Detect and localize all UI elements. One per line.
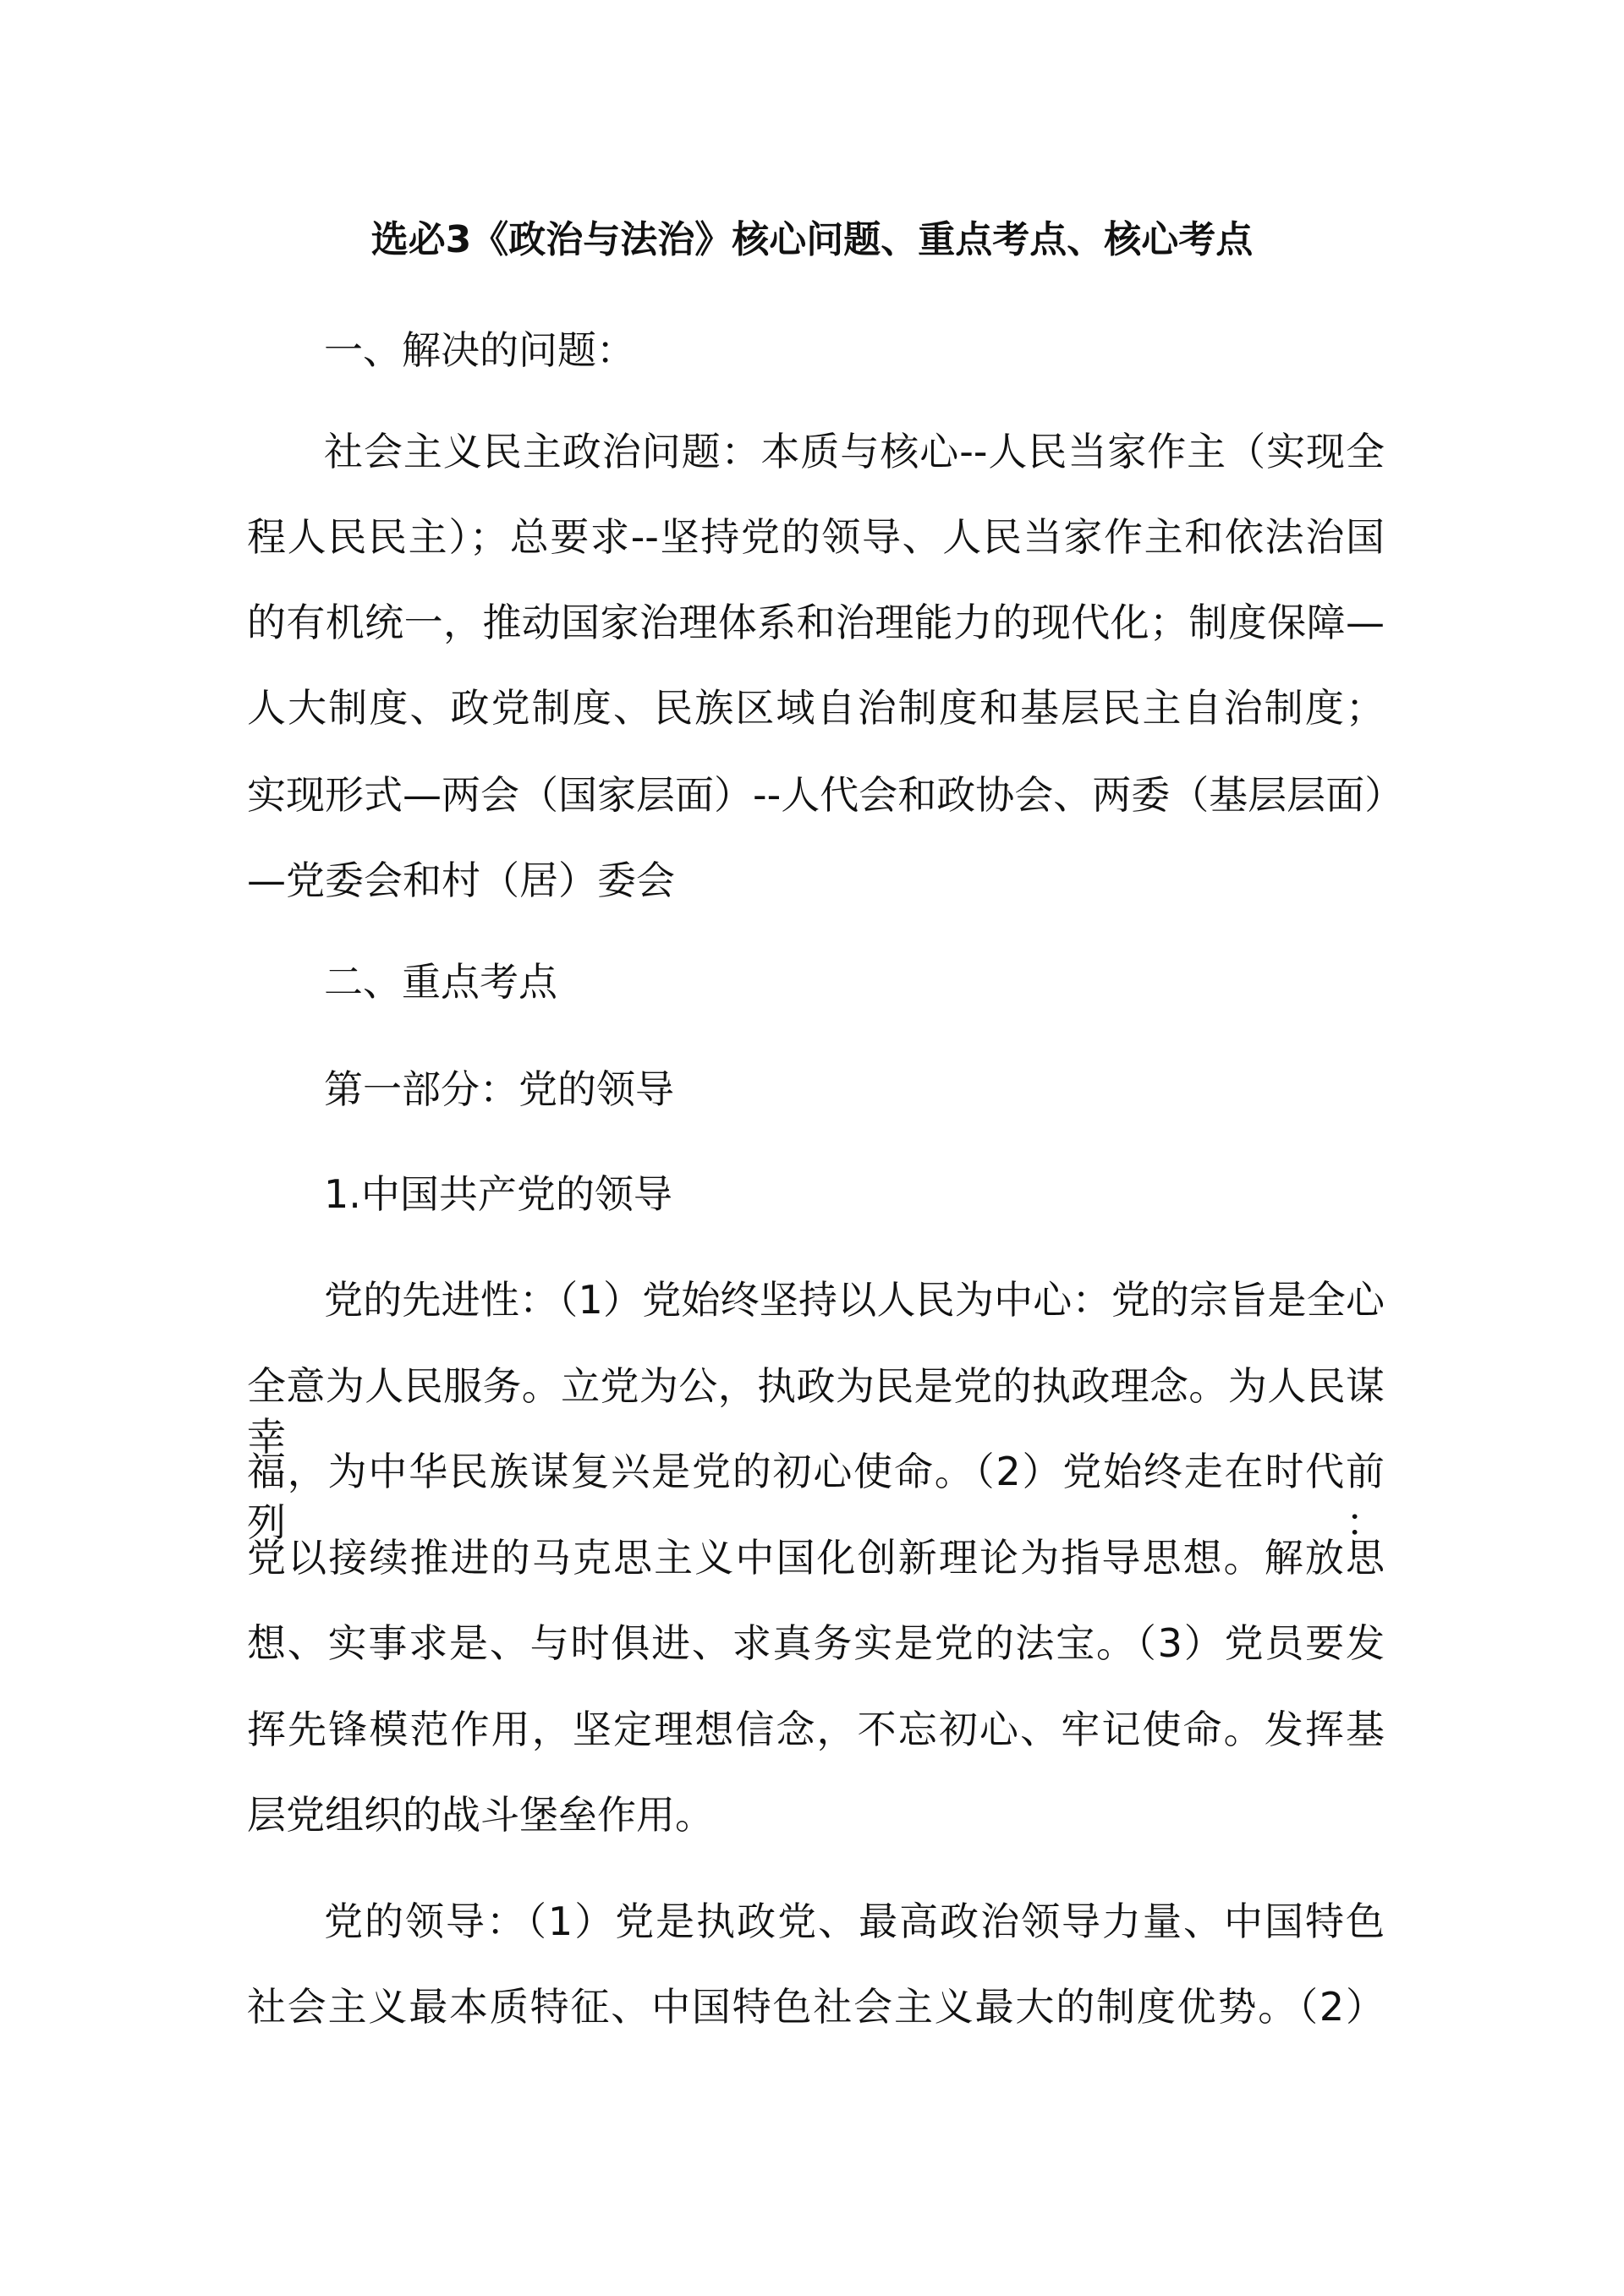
paragraph-line: 社会主义民主政治问题：本质与核心--人民当家作主（实现全 xyxy=(324,429,1385,474)
section-heading-2: 二、重点考点 xyxy=(324,959,557,1005)
paragraph-line: 实现形式—两会（国家层面）--人代会和政协会、两委（基层层面） xyxy=(247,772,1404,818)
document-title: 选必3《政治与法治》核心问题、重点考点、核心考点 xyxy=(370,218,1254,261)
paragraph-line: 全意为人民服务。立党为公，执政为民是党的执政理念。为人民谋幸 xyxy=(247,1363,1385,1460)
paragraph-line: 想、实事求是、与时俱进、求真务实是党的法宝。（3）党员要发 xyxy=(247,1620,1385,1666)
paragraph-line: 的有机统一，推动国家治理体系和治理能力的现代化；制度保障— xyxy=(247,600,1385,645)
part-heading: 第一部分：党的领导 xyxy=(324,1066,674,1112)
paragraph-line: 层党组织的战斗堡垒作用。 xyxy=(247,1792,714,1838)
paragraph-line: 社会主义最本质特征、中国特色社会主义最大的制度优势。（2） xyxy=(247,1984,1385,2030)
paragraph-line: 党的先进性：（1）党始终坚持以人民为中心：党的宗旨是全心 xyxy=(324,1277,1385,1323)
paragraph-line: 程人民民主）；总要求--坚持党的领导、人民当家作主和依法治国 xyxy=(247,514,1385,560)
item-heading: 1.中国共产党的领导 xyxy=(324,1171,672,1217)
paragraph-line: 挥先锋模范作用，坚定理想信念，不忘初心、牢记使命。发挥基 xyxy=(247,1707,1385,1752)
section-heading-1: 一、解决的问题： xyxy=(324,327,635,373)
paragraph-line: 党的领导：（1）党是执政党、最高政治领导力量、中国特色 xyxy=(324,1899,1385,1944)
paragraph-line: 人大制度、政党制度、民族区域自治制度和基层民主自治制度； xyxy=(247,685,1385,731)
paragraph-line: 党以接续推进的马克思主义中国化创新理论为指导思想。解放思 xyxy=(247,1535,1385,1581)
paragraph-line: —党委会和村（居）委会 xyxy=(247,858,675,903)
paragraph-line: 福，为中华民族谋复兴是党的初心使命。（2）党始终走在时代前列： xyxy=(247,1449,1385,1545)
